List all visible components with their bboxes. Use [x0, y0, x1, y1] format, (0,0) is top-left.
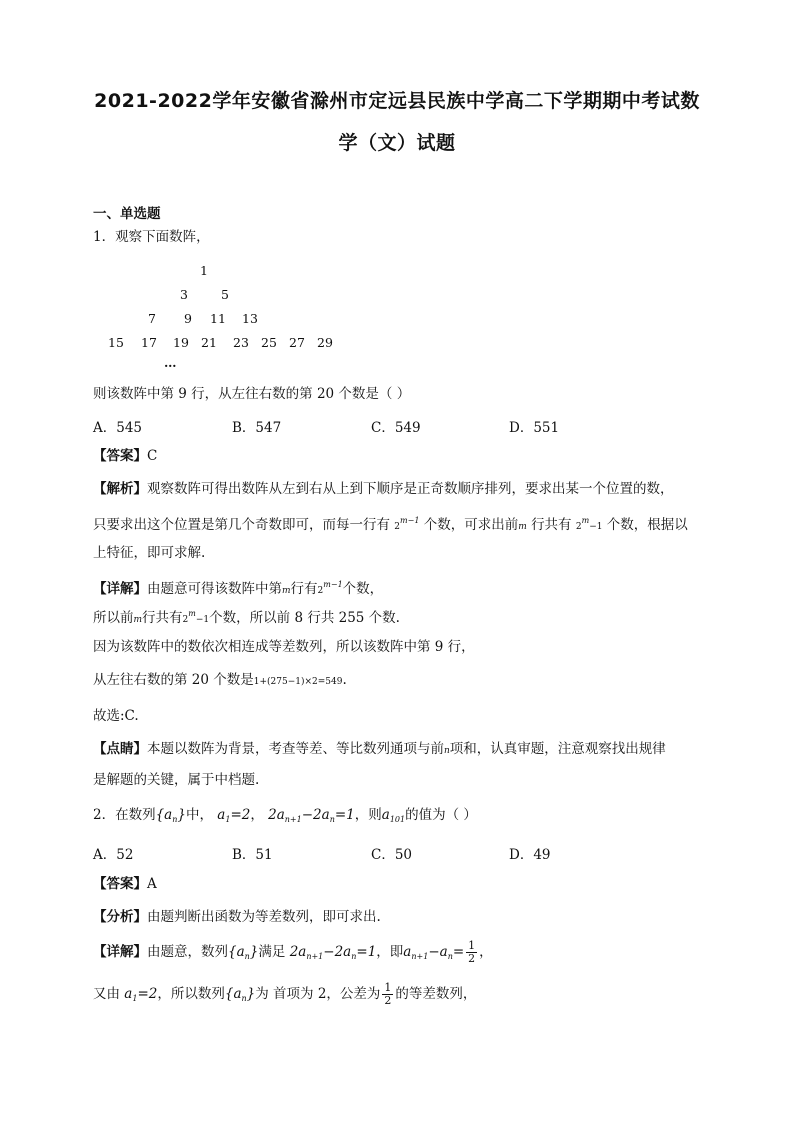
detail-text: ，即 — [376, 944, 404, 960]
q2-detail-line-1 — [93, 940, 493, 967]
detail-text: 满足 — [258, 944, 286, 960]
q1-conclusion: 故选:C. — [93, 708, 139, 724]
formula-target — [382, 807, 405, 823]
triangle-number: 7 — [148, 311, 156, 326]
formula-part: =2 — [137, 986, 158, 1002]
formula-calculation: 1+(275−1)×2=549 — [253, 677, 343, 687]
q2-answer — [93, 874, 157, 894]
formula-subscript: n — [329, 815, 335, 824]
formula-subscript: 1 — [132, 994, 138, 1003]
stem-text: 中， — [185, 807, 213, 823]
triangle-number: 23 — [233, 335, 249, 350]
formula-part: a — [381, 807, 390, 823]
formula-subscript: n — [172, 815, 178, 824]
formula-subscript: n — [244, 952, 250, 961]
formula-part: } — [246, 986, 256, 1002]
triangle-number: 5 — [221, 287, 229, 302]
formula-subscript: n+1 — [411, 952, 429, 961]
q1-option-a: A．545 — [93, 420, 143, 436]
fraction-one-half — [466, 940, 477, 965]
q2-option-c: C．50 — [371, 847, 413, 863]
stem-text: 的值为（ ） — [405, 807, 477, 823]
q2-option-d: D．49 — [509, 847, 551, 863]
triangle-number: 1 — [200, 263, 208, 278]
triangle-ellipsis: … — [164, 355, 177, 370]
formula-base: 2 — [575, 522, 582, 532]
triangle-number: 19 — [173, 335, 189, 350]
comment-tag: 【点睛】 — [93, 741, 147, 757]
q2-detail-line-2 — [93, 982, 476, 1009]
formula-part: {a — [228, 944, 245, 960]
formula-sequence — [156, 807, 186, 823]
formula-part: −a — [428, 944, 448, 960]
detail-tag: 【详解】 — [93, 581, 147, 597]
q1-comment-line-2: 是解题的关键，属于中档题. — [93, 772, 260, 788]
q1-detail-line-1 — [93, 575, 383, 601]
formula-exponent: m — [188, 609, 196, 618]
q1-answer — [93, 446, 157, 466]
fraction-numerator: 1 — [468, 939, 476, 952]
detail-text: 的等差数列， — [395, 986, 477, 1002]
formula-subscript: n+1 — [284, 815, 302, 824]
section-heading: 一、单选题 — [93, 206, 161, 222]
fraction-denominator: 2 — [468, 952, 476, 965]
formula-recurrence — [290, 944, 377, 960]
formula-subscript: n — [241, 994, 247, 1003]
q1-detail-line-3: 因为该数阵中的数依次相连成等差数列，所以该数阵中第 9 行， — [93, 639, 475, 655]
symbol-n: n — [444, 746, 450, 756]
q1-analysis-line-2 — [93, 511, 688, 537]
triangle-number: 15 — [108, 335, 124, 350]
triangle-number: 29 — [317, 335, 333, 350]
formula-part: 2a — [268, 807, 285, 823]
fraction-numerator: 1 — [384, 981, 392, 994]
formula-recurrence — [268, 807, 355, 823]
formula-part: =1 — [334, 807, 355, 823]
formula-part: a — [217, 807, 226, 823]
formula-subscript: 101 — [389, 815, 406, 824]
fraction-denominator: 2 — [384, 994, 392, 1007]
formula-subscript: n — [351, 952, 357, 961]
symbol-m: m — [518, 522, 527, 532]
detail-tag: 【详解】 — [93, 944, 147, 960]
q1-analysis-line-3: 上特征，即可求解. — [93, 545, 206, 561]
formula-part: {a — [224, 986, 242, 1002]
formula-base: 2 — [394, 522, 401, 532]
detail-text: ， — [479, 944, 493, 960]
formula-base: 2 — [182, 615, 189, 625]
answer-value: A — [147, 876, 157, 892]
formula-initial — [217, 807, 250, 823]
symbol-m: m — [133, 615, 143, 625]
formula-subscript: n+1 — [306, 952, 324, 961]
detail-text: 又由 — [93, 986, 120, 1002]
analysis-text: 个数，根据以 — [606, 517, 688, 533]
formula-part: {a — [155, 807, 173, 823]
formula-exponent: m — [581, 516, 590, 525]
formula-base: 2 — [317, 586, 324, 596]
stem-text: ， — [250, 807, 264, 823]
formula-exponent: m−1 — [323, 580, 343, 589]
document-title-line-1: 2021-2022学年安徽省滁州市定远县民族中学高二下学期期中考试数 — [94, 90, 700, 112]
detail-text: 个数， — [342, 581, 384, 597]
formula-part: a — [403, 944, 412, 960]
formula-part: −2a — [323, 944, 352, 960]
q1-stem: 1．观察下面数阵， — [93, 229, 210, 245]
triangle-number: 25 — [261, 335, 277, 350]
q1-detail-line-4 — [93, 670, 347, 692]
analysis-text: 由题判断出函数为等差数列，即可求出. — [147, 909, 381, 925]
q1-option-b: B．547 — [232, 420, 282, 436]
formula-part: } — [177, 807, 186, 823]
formula-part: } — [249, 944, 259, 960]
document-title-line-2: 学（文）试题 — [338, 132, 456, 154]
q1-option-c: C．549 — [371, 420, 421, 436]
answer-value: C — [147, 448, 158, 464]
detail-text: 行有 — [290, 581, 318, 597]
detail-text: 从左往右数的第 20 个数是 — [93, 672, 254, 688]
analysis-text: 观察数阵可得出数阵从左到右从上到下顺序是正奇数顺序排列，要求出某一个位置的数， — [147, 481, 674, 497]
formula-difference — [403, 944, 464, 960]
formula-sum — [575, 516, 603, 532]
detail-text: 由题意可得该数阵中第 — [147, 581, 282, 597]
triangle-number: 21 — [201, 335, 217, 350]
answer-tag: 【答案】 — [93, 876, 147, 892]
triangle-number: 9 — [184, 311, 192, 326]
formula-part: = — [452, 944, 465, 960]
analysis-tag: 【分析】 — [93, 909, 147, 925]
formula-part: a — [124, 986, 133, 1002]
q2-analysis — [93, 907, 381, 927]
comment-text: 本题以数阵为背景，考查等差、等比数列通项与前 — [147, 741, 444, 757]
formula-power — [394, 516, 420, 532]
analysis-text: 行共有 — [531, 517, 572, 533]
formula-part: =1 — [356, 944, 377, 960]
triangle-number: 11 — [210, 311, 226, 326]
detail-text: 由题意，数列 — [147, 944, 228, 960]
triangle-number: 27 — [289, 335, 305, 350]
q2-option-b: B．51 — [232, 847, 273, 863]
detail-text: ，所以数列 — [157, 986, 225, 1002]
q1-question: 则该数阵中第 9 行，从左往右数的第 20 个数是（ ） — [93, 386, 411, 402]
formula-initial — [124, 986, 157, 1002]
analysis-text: 个数，可求出前 — [423, 517, 519, 533]
q1-option-d: D．551 — [509, 420, 560, 436]
formula-subscript: n — [447, 952, 453, 961]
stem-text: 2．在数列 — [93, 807, 156, 823]
formula-power — [317, 580, 343, 596]
formula-tail: −1 — [195, 615, 210, 625]
detail-text: 行共有 — [142, 610, 183, 626]
q2-option-a: A．52 — [93, 847, 134, 863]
formula-part: =2 — [230, 807, 251, 823]
formula-part: 2a — [289, 944, 307, 960]
answer-tag: 【答案】 — [93, 448, 147, 464]
formula-sequence — [228, 944, 258, 960]
detail-text: 为 首项为 2，公差为 — [255, 986, 381, 1002]
q1-analysis-line-1 — [93, 479, 674, 499]
q2-stem — [93, 805, 477, 830]
formula-exponent: m−1 — [400, 516, 420, 525]
q1-detail-line-2 — [93, 604, 400, 630]
formula-tail: −1 — [589, 522, 603, 532]
detail-text: 个数，所以前 8 行共 255 个数. — [209, 610, 400, 626]
symbol-m: m — [282, 586, 291, 596]
stem-text: ，则 — [354, 807, 382, 823]
detail-text: 所以前 — [93, 610, 134, 626]
analysis-tag: 【解析】 — [93, 481, 147, 497]
fraction-one-half — [382, 982, 393, 1007]
formula-sum — [182, 609, 210, 625]
triangle-number: 17 — [141, 335, 157, 350]
q1-comment-line-1 — [93, 739, 666, 761]
formula-subscript: 1 — [225, 815, 231, 824]
formula-part: −2a — [301, 807, 330, 823]
formula-sequence — [225, 986, 255, 1002]
triangle-number: 3 — [180, 287, 188, 302]
comment-text: 项和，认真审题，注意观察找出规律 — [449, 741, 666, 757]
detail-text: . — [342, 672, 347, 688]
analysis-text: 只要求出这个位置是第几个奇数即可，而每一行有 — [93, 517, 390, 533]
triangle-number: 13 — [242, 311, 258, 326]
